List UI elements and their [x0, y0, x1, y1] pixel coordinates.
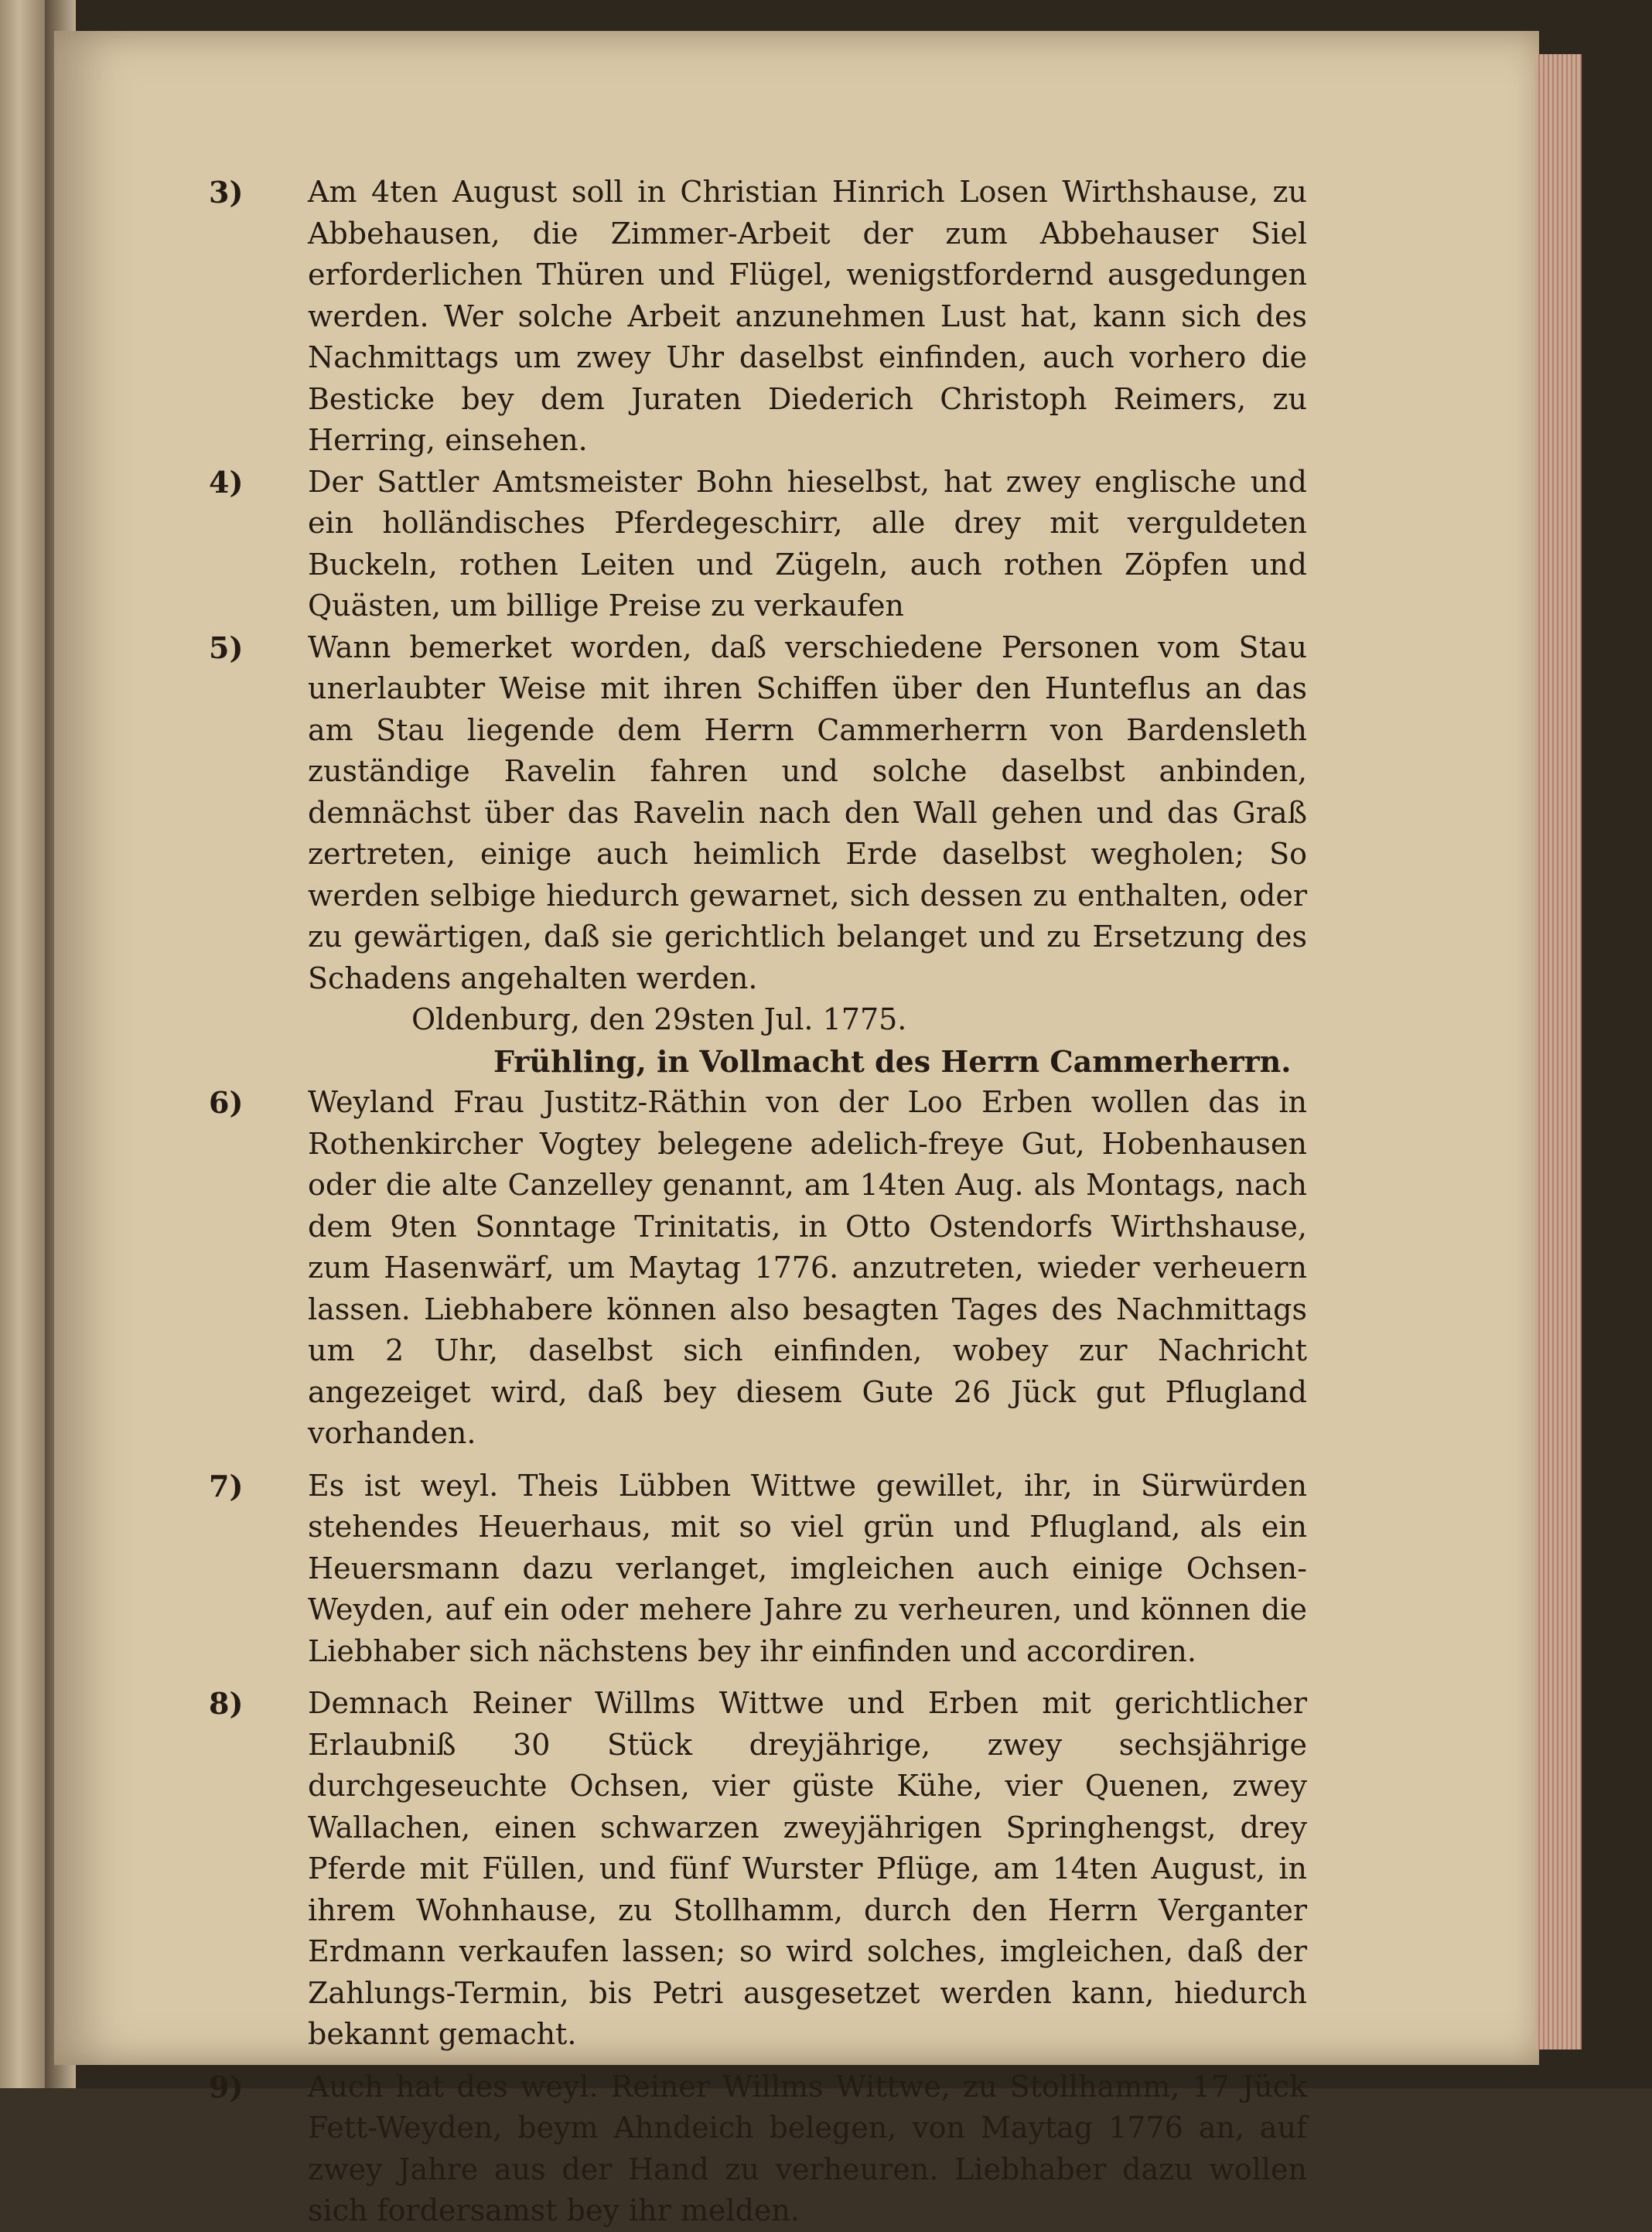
notice-number: 8) — [209, 1686, 244, 1721]
notice-8 — [209, 1683, 1307, 2056]
notice-text: Auch hat des weyl. Reiner Willms Wittwe, zu Stollhamm, 17 Jück Fett-Weyden, beym Ahndeich belegen, von Maytag 1776 an, auf zwey Jahre aus der Hand zu verheuren. Liebhaber dazu wollen sich fordersamst bey ihr melden. — [308, 2069, 1307, 2227]
notice-text: Der Sattler Amtsmeister Bohn hieselbst, hat zwey englische und ein holländisches Pferdegeschirr, alle drey mit verguldeten Buckeln, rothen Leiten und Zügeln, auch rothen Zöpfen und Quästen, um billige Preise zu verkaufen — [308, 464, 1307, 623]
notice-number: 6) — [209, 1085, 244, 1120]
notices-column — [209, 172, 1307, 2232]
notice-number: 5) — [209, 630, 244, 665]
notice-9 — [209, 2066, 1307, 2232]
notice-5 — [209, 627, 1307, 1000]
notice-6 — [209, 1082, 1307, 1455]
page-stack-edges — [1535, 54, 1582, 2049]
notice-text: Demnach Reiner Willms Wittwe und Erben mit gerichtlicher Erlaubniß 30 Stück dreyjährige, zwey sechsjährige durchgeseuchte Ochsen, vier güste Kühe, vier Quenen, zwey Wallachen, einen schwarzen zweyjährigen Springhengst, drey Pferde mit Füllen, und fünf Wurster Pflüge, am 14ten August, in ihrem Wohnhause, zu Stollhamm, durch den Herrn Verganter Erdmann verkaufen lassen; so wird solches, imgleichen, daß der Zahlungs-Termin, bis Petri ausgesetzet werden kann, hiedurch bekannt gemacht. — [308, 1686, 1307, 2051]
notice-number: 9) — [209, 2069, 244, 2104]
notice-7 — [209, 1466, 1307, 1673]
notice-number: 7) — [209, 1468, 244, 1503]
notice-3 — [209, 172, 1307, 462]
notice-text: Wann bemerket worden, daß verschiedene Personen vom Stau unerlaubter Weise mit ihren Schiffen über den Hunteflus an das am Stau liegende dem Herrn Cammerherrn von Bardensleth zuständige Ravelin fahren und solche daselbst anbinden, demnächst über das Ravelin nach den Wall gehen und das Graß zertreten, einige auch heimlich Erde daselbst wegholen; So werden selbige hiedurch gewarnet, sich dessen zu enthalten, oder zu gewärtigen, daß sie gerichtlich belanget und zu Ersetzung des Schadens angehalten werden. — [308, 630, 1307, 995]
notice-text: Am 4ten August soll in Christian Hinrich Losen Wirthshause, zu Abbehausen, die Zimmer-Arbeit der zum Abbehauser Siel erforderlichen Thüren und Flügel, wenigstfordernd ausgedungen werden. Wer solche Arbeit anzunehmen Lust hat, kann sich des Nachmittags um zwey Uhr daselbst einfinden, auch vorhero die Besticke bey dem Juraten Diederich Christoph Reimers, zu Herring, einsehen. — [308, 175, 1307, 457]
signature: Frühling, in Vollmacht des Herrn Cammerherrn. — [493, 1043, 1292, 1079]
notice-4 — [209, 462, 1307, 627]
place-date: Oldenburg, den 29sten Jul. 1775. — [411, 1002, 907, 1036]
notice-number: 3) — [209, 175, 244, 210]
notice-text: Weyland Frau Justitz-Räthin von der Loo Erben wollen das in Rothenkircher Vogtey belegene adelich-freye Gut, Hobenhausen oder die alte Canzelley genannt, am 14ten Aug. als Montags, nach dem 9ten Sonntage Trinitatis, in Otto Ostendorfs Wirthshause, zum Hasenwärf, um Maytag 1776. anzutreten, wieder verheuern lassen. Liebhabere können also besagten Tages des Nachmittags um 2 Uhr, daselbst sich einfinden, wobey zur Nachricht angezeiget wird, daß bey diesem Gute 26 Jück gut Pflugland vorhanden. — [308, 1085, 1307, 1450]
left-page-edge — [0, 0, 48, 2088]
notice-text: Es ist weyl. Theis Lübben Wittwe gewillet, ihr, in Sürwürden stehendes Heuerhaus, mit so viel grün und Pflugland, als ein Heuersmann dazu verlanget, imgleichen auch einige Ochsen-Weyden, auf ein oder mehere Jahre zu verheuren, und können die Liebhaber sich nächstens bey ihr einfinden und accordiren. — [308, 1468, 1307, 1668]
notice-number: 4) — [209, 464, 244, 500]
